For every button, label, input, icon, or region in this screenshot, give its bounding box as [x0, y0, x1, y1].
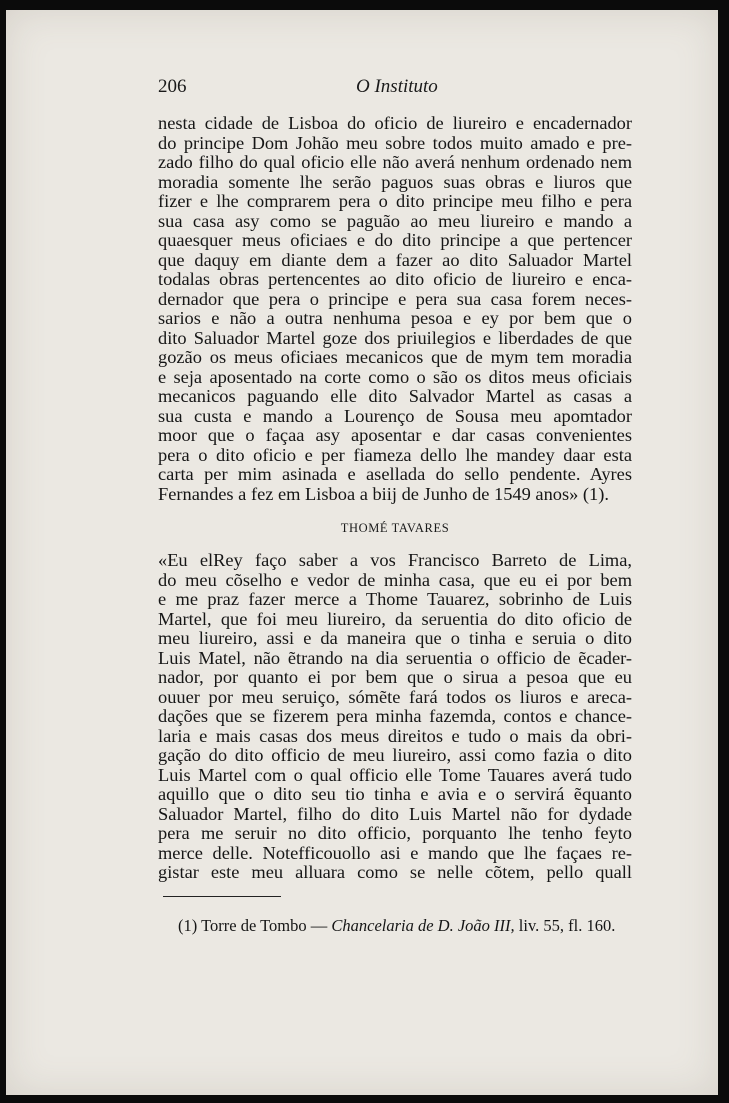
- text-line: ouuer por meu seruiço, sómẽte fará todos os liuros e areca-: [158, 687, 632, 707]
- text-line: sua casa asy como se paguão ao meu liureiro e mando a: [158, 211, 632, 231]
- text-line: gistar este meu alluara como se nelle cõtem, pello quall: [158, 863, 632, 882]
- text-line: moradia somente lhe serão paguos suas obras e liuros que: [158, 172, 632, 192]
- text-line: carta per mim asinada e asellada do sello pendente. Ayres: [158, 465, 632, 484]
- footnote-title: Chancelaria de D. João III,: [331, 916, 515, 935]
- text-line: pera me seruir no dito officio, porquanto lhe tenho feyto: [158, 824, 632, 843]
- text-line: dações que se fizerem pera minha fazemda, contos e chance-: [158, 707, 632, 726]
- text-line: dito Saluador Martel goze dos priuilegios e liberdades de que: [158, 328, 632, 348]
- text-line: pera o dito oficio e per fiameza dello lhe mandey daar esta: [158, 445, 632, 465]
- text-line: zado filho do qual oficio elle não averá nenhum ordenado nem: [158, 153, 632, 172]
- text-line: quaesquer meus oficiaes e do dito principe a que pertencer: [158, 231, 632, 250]
- paragraph-2: [158, 551, 632, 883]
- text-line: fizer e lhe comprarem pera o dito principe meu filho e pera: [158, 192, 632, 211]
- text-line: aquillo que o dito seu tio tinha e avia e o servirá ẽquanto: [158, 785, 632, 804]
- text-line: Luis Matel, não ẽtrando na dia seruentia o officio de ẽcader-: [158, 648, 632, 668]
- text-line: Luis Martel com o qual officio elle Tome Tauares averá tudo: [158, 765, 632, 785]
- footnote-source: Torre de Tombo —: [201, 916, 328, 935]
- text-line: sua custa e mando a Lourenço de Sousa meu apomtador: [158, 406, 632, 426]
- text-line: que daquy em diante dem a fazer ao dito Saluador Martel: [158, 250, 632, 270]
- text-line: e me praz fazer merce a Thome Tauarez, sobrinho de Luis: [158, 590, 632, 609]
- text-line: todalas obras pertencentes ao dito oficio de liureiro e enca-: [158, 270, 632, 289]
- text-line: meu liureiro, assi e da maneira que o tinha e seruia o dito: [158, 629, 632, 648]
- text-line: sarios e não a outra nenhuma pesoa e ey por bem que o: [158, 309, 632, 328]
- text-line: nesta cidade de Lisboa do oficio de liureiro e encadernador: [158, 114, 632, 133]
- book-page: [6, 10, 718, 1095]
- text-line: Saluador Martel, filho do dito Luis Martel não for dydade: [158, 804, 632, 824]
- text-line: mecanicos paguando elle dito Salvador Martel as casas a: [158, 387, 632, 406]
- text-line: gozão os meus oficiaes mecanicos que de mym tem moradia: [158, 348, 632, 367]
- text-line: merce delle. Notefficouollo asi e mando que lhe façaes re-: [158, 843, 632, 863]
- footnote-rule: [163, 896, 281, 897]
- footnote-reference: liv. 55, fl. 160.: [518, 916, 616, 935]
- text-line: Martel, que foi meu liureiro, da seruentia do dito oficio de: [158, 609, 632, 629]
- text-line: moor que o façaa asy aposentar e dar casas convenientes: [158, 426, 632, 445]
- text-line: e seja aposentado na corte como o são os ditos meus oficiais: [158, 367, 632, 387]
- footnote: [178, 916, 648, 936]
- text-line: «Eu elRey faço saber a vos Francisco Barreto de Lima,: [158, 551, 632, 570]
- text-line: do principe Dom Johão meu sobre todos muito amado e pre-: [158, 133, 632, 153]
- section-heading: THOMÉ TAVARES: [340, 521, 450, 535]
- footnote-marker: (1): [178, 916, 198, 935]
- running-title: O Instituto: [356, 76, 438, 97]
- text-line: gação do dito officio de meu liureiro, assi como fazia o dito: [158, 746, 632, 765]
- paragraph-1: [158, 114, 632, 504]
- text-line: nador, por quanto ei por bem que o sirua a pesoa que eu: [158, 668, 632, 687]
- text-line: do meu cõselho e vedor de minha casa, que eu ei por bem: [158, 570, 632, 590]
- text-line: dernador que pera o principe e pera sua casa forem neces-: [158, 289, 632, 309]
- page-number: 206: [158, 76, 187, 97]
- text-line: laria e mais casas dos meus direitos e tudo o mais da obri-: [158, 726, 632, 746]
- text-line: Fernandes a fez em Lisboa a biij de Junho de 1549 anos» (1).: [158, 484, 609, 504]
